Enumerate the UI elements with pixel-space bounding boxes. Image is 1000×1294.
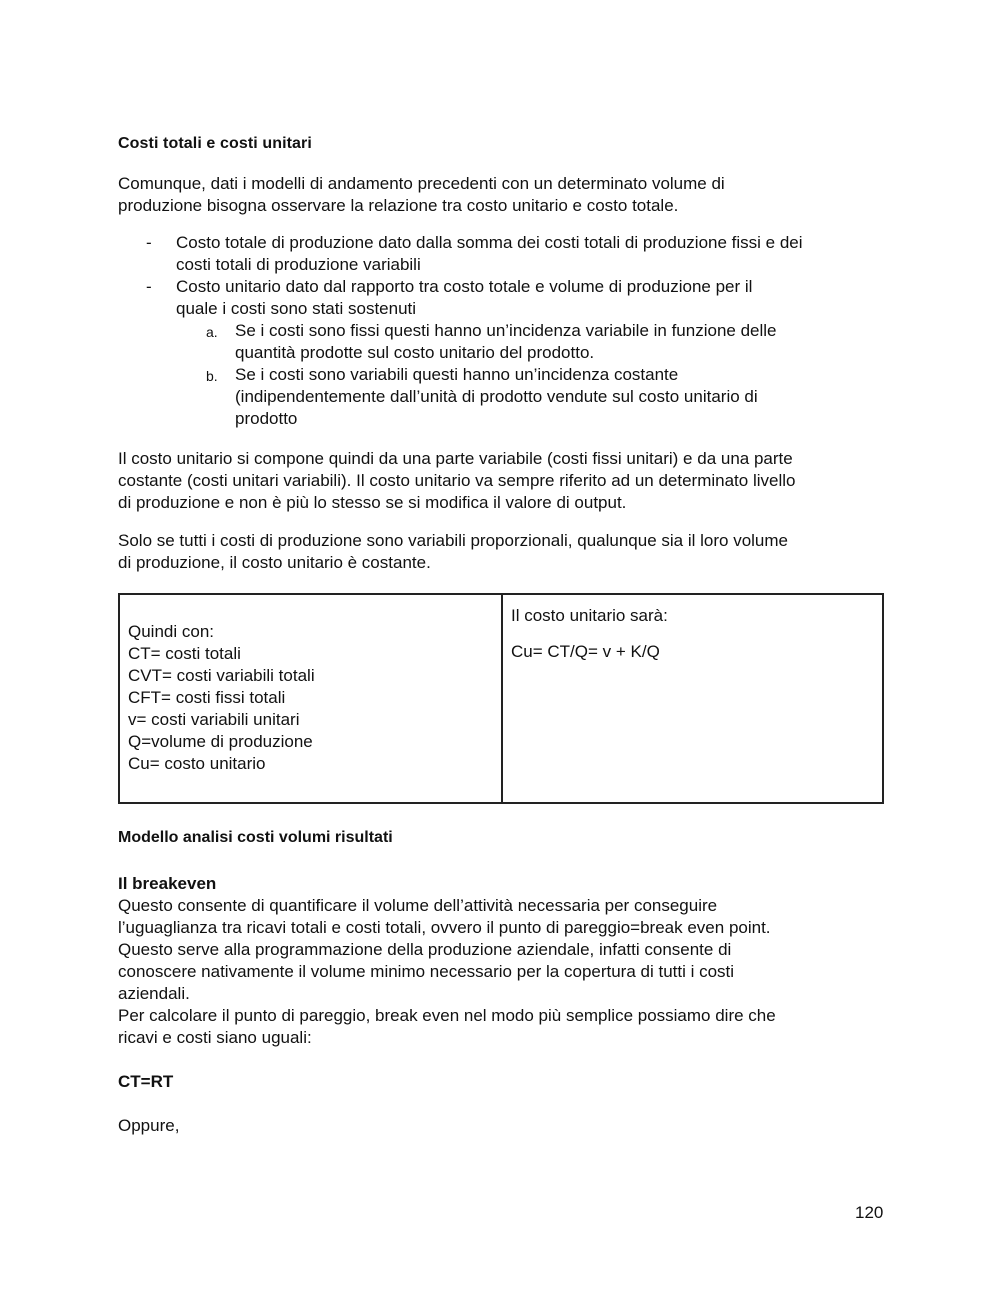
bullet-line: Costo unitario dato dal rapporto tra costo totale e volume di produzione per il: [176, 277, 753, 296]
bullet-item: [146, 232, 884, 276]
intro-line: produzione bisogna osservare la relazione tra costo unitario e costo totale.: [118, 196, 679, 215]
sub-list-line: (indipendentemente dall’unità di prodotto vendute sul costo unitario di: [235, 387, 758, 406]
formula-heading: Il costo unitario sarà:: [511, 606, 668, 625]
paragraph-line: aziendali.: [118, 984, 190, 1003]
definitions-cell: [128, 621, 315, 775]
definition-line: Cu= costo unitario: [128, 754, 266, 773]
paragraph-line: Il costo unitario si compone quindi da una parte variabile (costi fissi unitari) e da una parte: [118, 449, 793, 468]
sub-list-item: [206, 364, 846, 430]
bullet-dash: -: [146, 233, 152, 252]
definition-line: CT= costi totali: [128, 644, 241, 663]
intro-paragraph: [118, 173, 884, 217]
sub-list-line: prodotto: [235, 409, 298, 428]
bullet-dash: -: [146, 277, 152, 296]
paragraph-line: conoscere nativamente il volume minimo necessario per la copertura di tutti i costi: [118, 962, 735, 981]
bullet-line: quale i costi sono stati sostenuti: [176, 299, 417, 318]
paragraph-line: Questo serve alla programmazione della produzione aziendale, infatti consente di: [118, 940, 732, 959]
paragraph-line: Per calcolare il punto di pareggio, break even nel modo più semplice possiamo dire che: [118, 1006, 776, 1025]
paragraph-line: di produzione e non è più lo stesso se si modifica il valore di output.: [118, 493, 627, 512]
sub-list-marker: a.: [206, 324, 218, 340]
definition-line: Quindi con:: [128, 622, 214, 641]
bullet-line: costi totali di produzione variabili: [176, 255, 421, 274]
intro-line: Comunque, dati i modelli di andamento precedenti con un determinato volume di: [118, 174, 725, 193]
table-divider: [501, 595, 503, 802]
page-number: 120: [855, 1203, 884, 1222]
definition-line: Q=volume di produzione: [128, 732, 313, 751]
paragraph-line: ricavi e costi siano uguali:: [118, 1028, 312, 1047]
definition-line: CVT= costi variabili totali: [128, 666, 315, 685]
sub-list-item: [206, 320, 846, 364]
paragraph-line: costante (costi unitari variabili). Il costo unitario va sempre riferito ad un determinato livello: [118, 471, 796, 490]
sub-list-marker: b.: [206, 368, 218, 384]
section-title-costi: Costi totali e costi unitari: [118, 135, 312, 152]
bullet-line: Costo totale di produzione dato dalla somma dei costi totali di produzione fissi e dei: [176, 233, 803, 252]
sub-list-line: Se i costi sono fissi questi hanno un’incidenza variabile in funzione delle: [235, 321, 777, 340]
breakeven-paragraph: [118, 895, 884, 1049]
paragraph-line: di produzione, il costo unitario è costante.: [118, 553, 431, 572]
sub-list-line: quantità prodotte sul costo unitario del prodotto.: [235, 343, 595, 362]
definition-line: CFT= costi fissi totali: [128, 688, 286, 707]
closing-text: Oppure,: [118, 1116, 180, 1135]
breakeven-formula: CT=RT: [118, 1072, 174, 1091]
subsection-title-breakeven: Il breakeven: [118, 874, 217, 893]
sub-list-line: Se i costi sono variabili questi hanno un’incidenza costante: [235, 365, 679, 384]
paragraph-line: Questo consente di quantificare il volume dell’attività necessaria per conseguire: [118, 896, 718, 915]
paragraph-line: Solo se tutti i costi di produzione sono variabili proporzionali, qualunque sia il loro volume: [118, 531, 788, 550]
section-title-cvr: Modello analisi costi volumi risultati: [118, 829, 393, 846]
paragraph-line: l’uguaglianza tra ricavi totali e costi totali, ovvero il punto di pareggio=break even point.: [118, 918, 771, 937]
formula-table: [118, 593, 884, 804]
unit-cost-formula: Cu= CT/Q= v + K/Q: [511, 642, 660, 661]
variable-cost-paragraph: [118, 530, 884, 574]
definition-line: v= costi variabili unitari: [128, 710, 300, 729]
formula-cell: [511, 605, 668, 663]
unit-cost-paragraph: [118, 448, 884, 514]
bullet-item: [146, 276, 884, 320]
